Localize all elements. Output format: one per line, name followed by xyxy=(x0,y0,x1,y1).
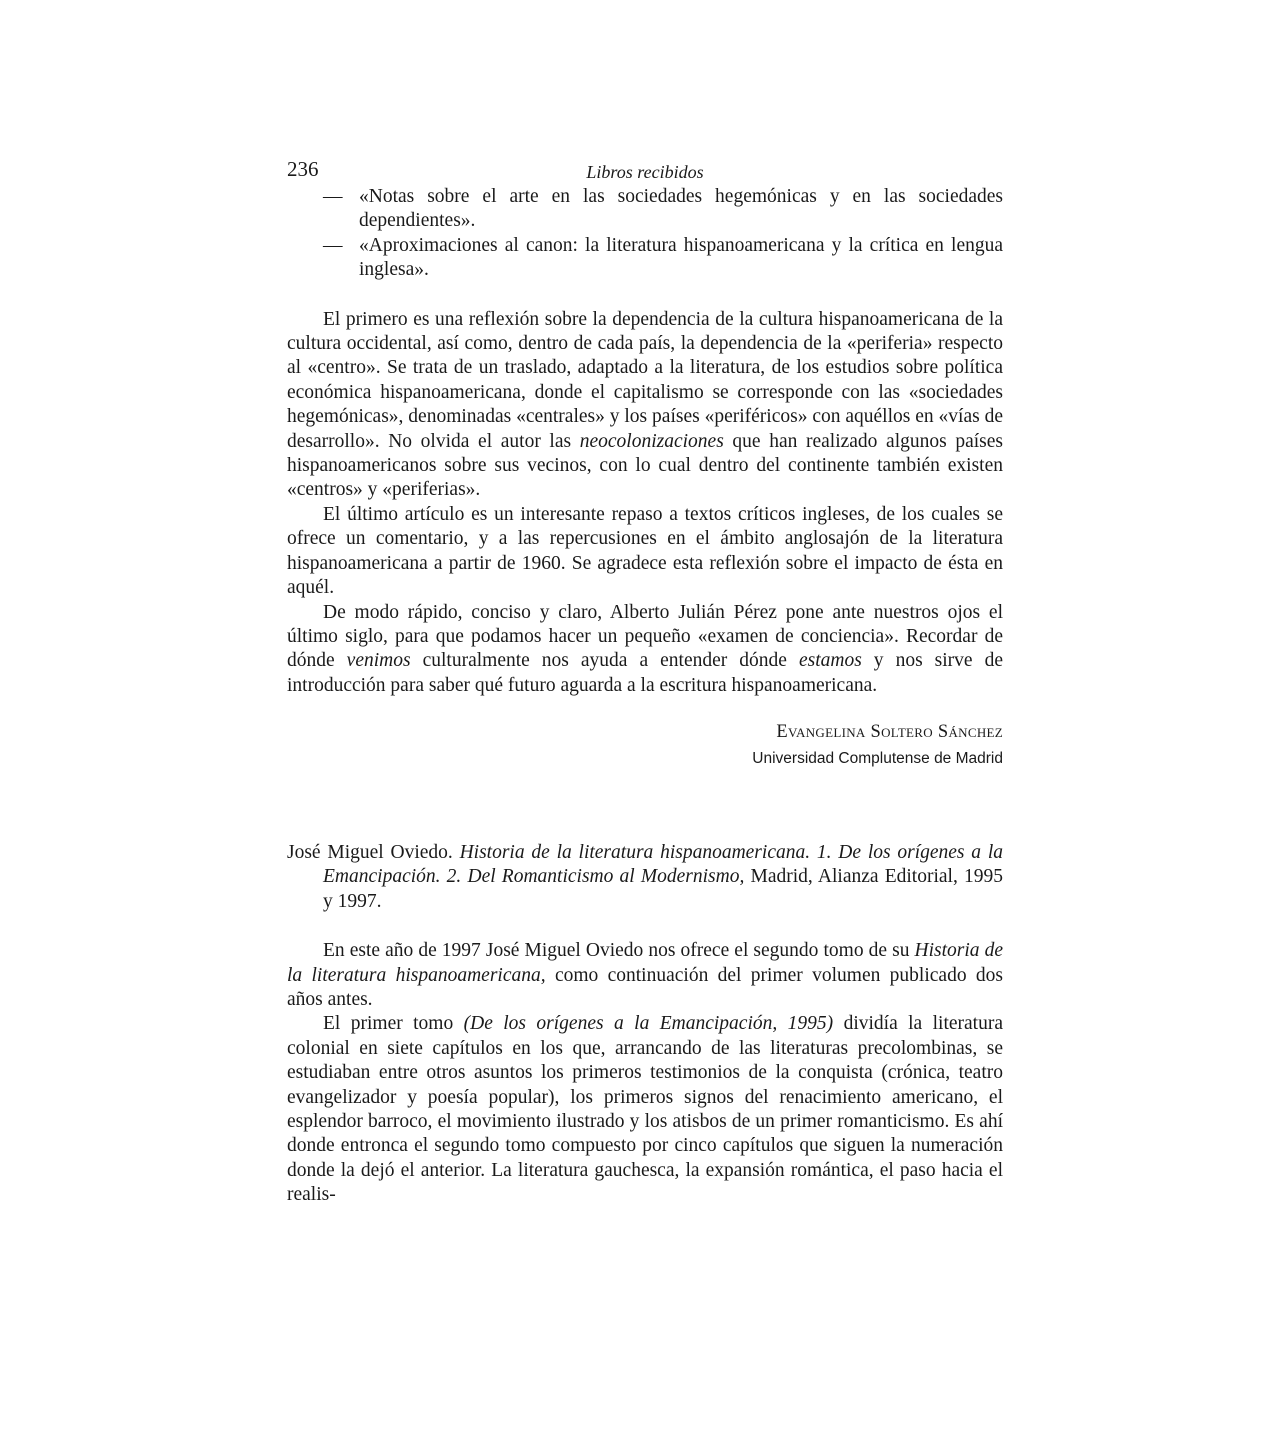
book-page xyxy=(287,155,1003,1208)
citation-title: Historia de la literatura hispanoamericana. 1. De los orígenes a la Emancipación. 2. Del Romanticismo al Modernismo, xyxy=(323,841,1004,888)
paragraph: En este año de 1997 José Miguel Oviedo nos ofrece el segundo tomo de su Historia de la literatura hispanoamericana, como continuación del primer volumen publicado dos años antes. xyxy=(287,940,1004,1010)
italic-term: (De los orígenes a la Emancipación, 1995) xyxy=(463,1013,834,1035)
page-number: 236 xyxy=(287,157,319,181)
running-title: Libros recibidos xyxy=(586,162,704,182)
reviewer-signature xyxy=(287,720,1003,771)
italic-term: Historia de la literatura hispanoamericana, xyxy=(287,940,1003,986)
dash-item-text: «Notas sobre el arte en las sociedades hegemónicas y en las sociedades dependientes». xyxy=(359,186,1003,232)
paragraph: El primer tomo (De los orígenes a la Emancipación, 1995) dividía la literatura colonial en siete capítulos en los que, arrancando de las literaturas precolombinas, se estudiaban entre otros asuntos los primeros testimonios de la conquista (crónica, teatro evangelizador y poesía popular), los primeros signos del renacimiento americano, el esplendor barroco, el movimiento ilustrado y los atisbos de un primer romanticismo. Es ahí donde entronca el segundo tomo compuesto por cinco capítulos que siguen la numeración donde la dejó el anterior. La literatura gauchesca, la expansión romántica, el paso hacia el realis- xyxy=(287,1013,1003,1206)
review-body-2 xyxy=(287,939,1003,1207)
reviewer-name: Evangelina Soltero Sánchez xyxy=(776,722,1003,743)
reviewer-affiliation: Universidad Complutense de Madrid xyxy=(752,749,1003,767)
book-citation xyxy=(287,841,1003,914)
running-head xyxy=(287,155,1003,185)
citation-publication: Madrid, Alianza Editorial, 1995 y 1997. xyxy=(323,866,1003,912)
italic-term: venimos xyxy=(346,650,411,672)
dash-list xyxy=(287,185,1003,283)
paragraph: El último artículo es un interesante repaso a textos críticos ingleses, de los cuales se ofrece un comentario, y a las repercusiones en el ámbito anglosajón de la literatura hispanoamericana a partir de 1960. Se agradece esta reflexión sobre el impacto de ésta en aquél. xyxy=(287,503,1003,599)
review-body-1 xyxy=(287,308,1003,699)
italic-term: neocolonizaciones xyxy=(579,430,724,452)
dash-mark: — xyxy=(323,186,343,207)
dash-item xyxy=(287,185,1003,234)
dash-mark: — xyxy=(323,234,343,256)
italic-term: estamos xyxy=(798,650,862,672)
paragraph: De modo rápido, conciso y claro, Alberto Julián Pérez pone ante nuestros ojos el último siglo, para que podamos hacer un pequeño «examen de conciencia». Recordar de dónde venimos culturalmente nos ayuda a entender dónde estamos y nos sirve de introducción para saber qué futuro aguarda a la escritura hispanoamericana. xyxy=(287,601,1003,696)
dash-item-text: «Aproximaciones al canon: la literatura hispanoamericana y la crítica en lengua inglesa». xyxy=(359,234,1003,281)
dash-item xyxy=(287,234,1003,283)
citation-author: José Miguel Oviedo. xyxy=(287,841,453,863)
paragraph: El primero es una reflexión sobre la dependencia de la cultura hispanoamericana de la cultura occidental, así como, dentro de cada país, la dependencia de la «periferia» respecto al «centro». Se trata de un traslado, adaptado a la literatura, de los estudios sobre política económica hispanoamericana, donde el capitalismo se corresponde con las «sociedades hegemónicas», denominadas «centrales» y los países «periféricos» con aquéllos en «vías de desarrollo». No olvida el autor las neocolonizaciones que han realizado algunos países hispanoamericanos sobre sus vecinos, con lo cual dentro del continente también existen «centros» y «periferias». xyxy=(287,308,1003,501)
